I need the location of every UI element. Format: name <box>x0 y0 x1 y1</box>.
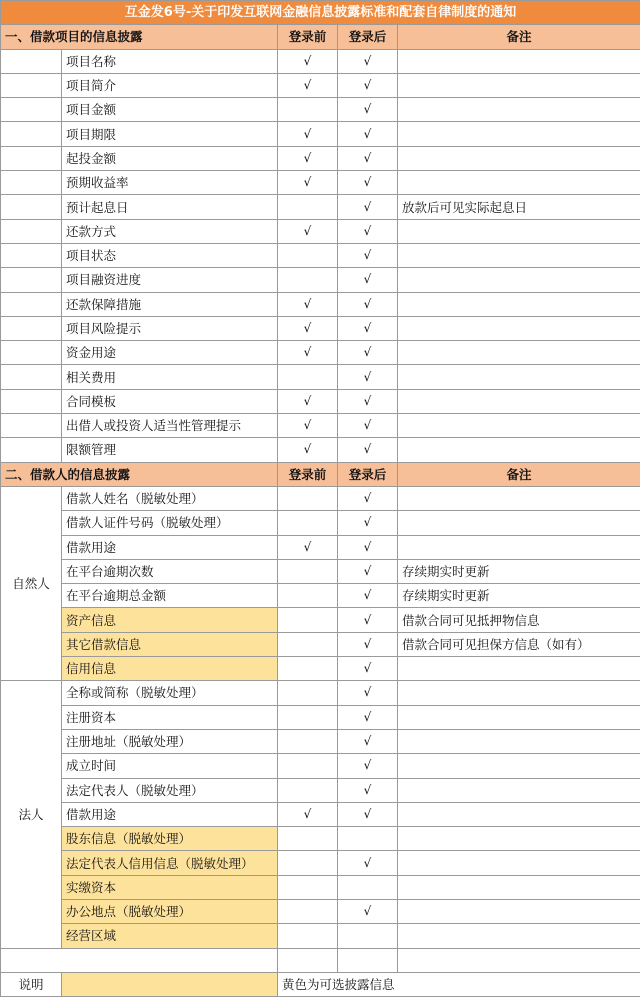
table-row <box>1 632 640 656</box>
item-note <box>398 657 640 681</box>
indent-cell <box>1 219 62 243</box>
indent-cell <box>1 98 62 122</box>
before-login-check <box>278 584 338 608</box>
after-login-check: √ <box>338 802 398 826</box>
item-note <box>398 486 640 510</box>
column-header-after-login: 登录后 <box>338 462 398 486</box>
item-name: 借款人证件号码（脱敏处理） <box>62 511 278 535</box>
table-row <box>1 851 640 875</box>
borrower-type-label: 法人 <box>1 681 62 948</box>
before-login-check: √ <box>278 438 338 462</box>
sheet-title: 互金发6号-关于印发互联网金融信息披露标准和配套自律制度的通知 <box>1 1 640 25</box>
item-name: 其它借款信息 <box>62 632 278 656</box>
before-login-check: √ <box>278 389 338 413</box>
table-row <box>1 171 640 195</box>
item-note <box>398 171 640 195</box>
item-name: 实缴资本 <box>62 875 278 899</box>
item-note <box>398 414 640 438</box>
before-login-check: √ <box>278 802 338 826</box>
item-note <box>398 754 640 778</box>
footer-row <box>1 972 640 996</box>
after-login-check: √ <box>338 389 398 413</box>
item-name: 成立时间 <box>62 754 278 778</box>
before-login-check <box>278 924 338 948</box>
indent-cell <box>1 268 62 292</box>
before-login-check <box>278 632 338 656</box>
item-name: 项目简介 <box>62 73 278 97</box>
table-row <box>1 584 640 608</box>
after-login-check: √ <box>338 705 398 729</box>
table-row <box>1 341 640 365</box>
before-login-check: √ <box>278 122 338 146</box>
item-name: 法定代表人（脱敏处理） <box>62 778 278 802</box>
item-note: 存续期实时更新 <box>398 559 640 583</box>
legend-swatch <box>62 972 278 996</box>
before-login-check: √ <box>278 219 338 243</box>
after-login-check: √ <box>338 292 398 316</box>
section-2-header <box>1 462 640 486</box>
table-row <box>1 924 640 948</box>
table-row <box>1 608 640 632</box>
item-note: 放款后可见实际起息日 <box>398 195 640 219</box>
item-note <box>398 924 640 948</box>
before-login-check: √ <box>278 146 338 170</box>
item-note <box>398 122 640 146</box>
after-login-check: √ <box>338 559 398 583</box>
item-name: 信用信息 <box>62 657 278 681</box>
indent-cell <box>1 316 62 340</box>
table-row <box>1 389 640 413</box>
legend-text: 黄色为可选披露信息 <box>278 972 640 996</box>
after-login-check <box>338 827 398 851</box>
after-login-check: √ <box>338 268 398 292</box>
section-title: 一、借款项目的信息披露 <box>1 25 278 49</box>
table-row <box>1 511 640 535</box>
before-login-check <box>278 243 338 267</box>
item-note <box>398 389 640 413</box>
item-name: 全称或简称（脱敏处理） <box>62 681 278 705</box>
after-login-check: √ <box>338 316 398 340</box>
after-login-check: √ <box>338 98 398 122</box>
before-login-check: √ <box>278 414 338 438</box>
item-note <box>398 535 640 559</box>
indent-cell <box>1 195 62 219</box>
item-note <box>398 73 640 97</box>
table-row <box>1 98 640 122</box>
item-name: 限额管理 <box>62 438 278 462</box>
before-login-check <box>278 729 338 753</box>
borrower-type-label: 自然人 <box>1 486 62 680</box>
item-note <box>398 268 640 292</box>
table-row <box>1 219 640 243</box>
before-login-check: √ <box>278 49 338 73</box>
item-name: 在平台逾期次数 <box>62 559 278 583</box>
table-row <box>1 486 640 510</box>
item-note <box>398 875 640 899</box>
after-login-check: √ <box>338 632 398 656</box>
table-row <box>1 365 640 389</box>
item-name: 项目状态 <box>62 243 278 267</box>
after-login-check: √ <box>338 122 398 146</box>
item-note <box>398 778 640 802</box>
before-login-check: √ <box>278 292 338 316</box>
table-row <box>1 49 640 73</box>
table-row <box>1 195 640 219</box>
item-note <box>398 802 640 826</box>
table-row <box>1 535 640 559</box>
after-login-check: √ <box>338 146 398 170</box>
title-row <box>1 1 640 25</box>
table-row <box>1 73 640 97</box>
item-note <box>398 511 640 535</box>
after-login-check: √ <box>338 851 398 875</box>
item-name: 注册资本 <box>62 705 278 729</box>
before-login-check <box>278 195 338 219</box>
before-login-check <box>278 559 338 583</box>
column-header-before-login: 登录前 <box>278 462 338 486</box>
item-name: 在平台逾期总金额 <box>62 584 278 608</box>
after-login-check <box>338 875 398 899</box>
item-note <box>398 681 640 705</box>
before-login-check <box>278 875 338 899</box>
item-name: 项目金额 <box>62 98 278 122</box>
after-login-check: √ <box>338 171 398 195</box>
table-row <box>1 122 640 146</box>
item-name: 出借人或投资人适当性管理提示 <box>62 414 278 438</box>
before-login-check <box>278 705 338 729</box>
table-row <box>1 316 640 340</box>
before-login-check <box>278 608 338 632</box>
after-login-check: √ <box>338 584 398 608</box>
item-note <box>398 341 640 365</box>
table-row <box>1 243 640 267</box>
after-login-check: √ <box>338 778 398 802</box>
table-row <box>1 268 640 292</box>
table-row <box>1 875 640 899</box>
item-name: 注册地址（脱敏处理） <box>62 729 278 753</box>
footer-label: 说明 <box>1 972 62 996</box>
item-note <box>398 899 640 923</box>
table-row <box>1 754 640 778</box>
after-login-check: √ <box>338 657 398 681</box>
item-name: 股东信息（脱敏处理） <box>62 827 278 851</box>
before-login-check: √ <box>278 171 338 195</box>
indent-cell <box>1 365 62 389</box>
empty-cell <box>338 948 398 972</box>
before-login-check <box>278 899 338 923</box>
item-note <box>398 438 640 462</box>
item-note <box>398 146 640 170</box>
item-note <box>398 365 640 389</box>
indent-cell <box>1 122 62 146</box>
item-note <box>398 827 640 851</box>
table-row <box>1 802 640 826</box>
empty-cell <box>1 948 278 972</box>
after-login-check: √ <box>338 729 398 753</box>
item-note <box>398 316 640 340</box>
item-name: 办公地点（脱敏处理） <box>62 899 278 923</box>
before-login-check <box>278 681 338 705</box>
table-row <box>1 681 640 705</box>
indent-cell <box>1 341 62 365</box>
item-note <box>398 705 640 729</box>
before-login-check: √ <box>278 535 338 559</box>
before-login-check <box>278 268 338 292</box>
after-login-check: √ <box>338 754 398 778</box>
item-name: 借款人姓名（脱敏处理） <box>62 486 278 510</box>
item-note: 借款合同可见担保方信息（如有） <box>398 632 640 656</box>
indent-cell <box>1 438 62 462</box>
after-login-check: √ <box>338 219 398 243</box>
item-name: 项目风险提示 <box>62 316 278 340</box>
column-header-after-login: 登录后 <box>338 25 398 49</box>
after-login-check: √ <box>338 243 398 267</box>
after-login-check: √ <box>338 73 398 97</box>
item-name: 合同模板 <box>62 389 278 413</box>
after-login-check: √ <box>338 195 398 219</box>
table-row <box>1 899 640 923</box>
item-name: 预期收益率 <box>62 171 278 195</box>
before-login-check <box>278 778 338 802</box>
item-name: 还款保障措施 <box>62 292 278 316</box>
table-row <box>1 705 640 729</box>
column-header-before-login: 登录前 <box>278 25 338 49</box>
before-login-check <box>278 365 338 389</box>
item-name: 资金用途 <box>62 341 278 365</box>
after-login-check: √ <box>338 341 398 365</box>
before-login-check: √ <box>278 316 338 340</box>
item-note <box>398 243 640 267</box>
item-name: 预计起息日 <box>62 195 278 219</box>
table-row <box>1 778 640 802</box>
column-header-note: 备注 <box>398 462 640 486</box>
before-login-check: √ <box>278 341 338 365</box>
empty-cell <box>278 948 338 972</box>
section-title: 二、借款人的信息披露 <box>1 462 278 486</box>
before-login-check <box>278 851 338 875</box>
indent-cell <box>1 414 62 438</box>
before-login-check: √ <box>278 73 338 97</box>
table-row <box>1 146 640 170</box>
after-login-check: √ <box>338 535 398 559</box>
table-row <box>1 729 640 753</box>
item-name: 借款用途 <box>62 802 278 826</box>
item-note <box>398 49 640 73</box>
before-login-check <box>278 754 338 778</box>
indent-cell <box>1 146 62 170</box>
item-name: 借款用途 <box>62 535 278 559</box>
after-login-check: √ <box>338 681 398 705</box>
item-note: 存续期实时更新 <box>398 584 640 608</box>
after-login-check: √ <box>338 486 398 510</box>
indent-cell <box>1 292 62 316</box>
after-login-check: √ <box>338 511 398 535</box>
item-name: 项目融资进度 <box>62 268 278 292</box>
after-login-check: √ <box>338 414 398 438</box>
indent-cell <box>1 171 62 195</box>
item-note <box>398 219 640 243</box>
item-name: 项目期限 <box>62 122 278 146</box>
before-login-check <box>278 98 338 122</box>
item-note <box>398 98 640 122</box>
indent-cell <box>1 389 62 413</box>
indent-cell <box>1 73 62 97</box>
table-row <box>1 657 640 681</box>
before-login-check <box>278 827 338 851</box>
blank-row <box>1 948 640 972</box>
table-row <box>1 559 640 583</box>
item-note: 借款合同可见抵押物信息 <box>398 608 640 632</box>
item-name: 法定代表人信用信息（脱敏处理） <box>62 851 278 875</box>
item-note <box>398 729 640 753</box>
item-name: 相关费用 <box>62 365 278 389</box>
column-header-note: 备注 <box>398 25 640 49</box>
item-name: 经营区域 <box>62 924 278 948</box>
after-login-check <box>338 924 398 948</box>
item-name: 还款方式 <box>62 219 278 243</box>
section-1-header <box>1 25 640 49</box>
indent-cell <box>1 49 62 73</box>
item-name: 项目名称 <box>62 49 278 73</box>
before-login-check <box>278 657 338 681</box>
item-name: 起投金额 <box>62 146 278 170</box>
indent-cell <box>1 243 62 267</box>
after-login-check: √ <box>338 365 398 389</box>
after-login-check: √ <box>338 899 398 923</box>
empty-cell <box>398 948 640 972</box>
table-row <box>1 438 640 462</box>
table-row <box>1 292 640 316</box>
after-login-check: √ <box>338 608 398 632</box>
item-note <box>398 851 640 875</box>
before-login-check <box>278 511 338 535</box>
after-login-check: √ <box>338 438 398 462</box>
after-login-check: √ <box>338 49 398 73</box>
before-login-check <box>278 486 338 510</box>
item-note <box>398 292 640 316</box>
item-name: 资产信息 <box>62 608 278 632</box>
table-row <box>1 414 640 438</box>
table-row <box>1 827 640 851</box>
